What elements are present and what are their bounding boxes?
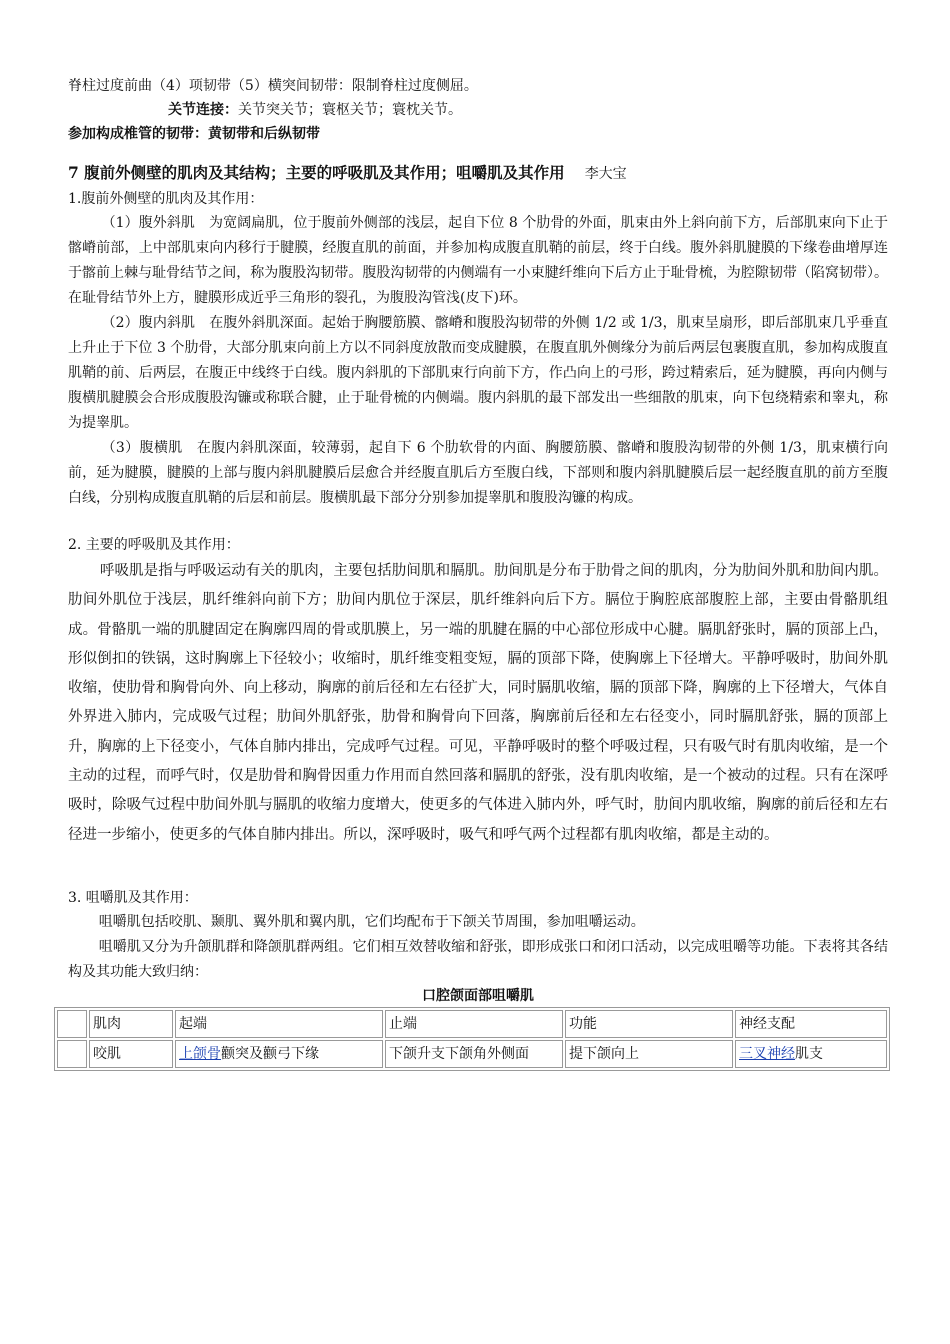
subsection-title: 1.腹前外侧壁的肌肉及其作用： (68, 191, 264, 207)
trigeminal-nerve-link[interactable]: 三叉神经 (739, 1045, 795, 1062)
table-row (57, 1040, 887, 1068)
table-title: 口腔颌面部咀嚼肌 (422, 987, 534, 1004)
paragraph: 咀嚼肌又分为升颌肌群和降颌肌群两组。它们相互效替收缩和舒张，即形成张口和闭口活动，以完成咀嚼等功能。下表将其各结构及其功能大致归纳： (68, 938, 888, 980)
table-header: 止端 (385, 1010, 563, 1038)
table-cell: 咬肌 (89, 1040, 173, 1068)
text-line: 脊柱过度前曲（4）项韧带（5）横突间韧带：限制脊柱过度侧屈。 (68, 78, 478, 94)
document-page (68, 74, 888, 1071)
subsection-title: 3. 咀嚼肌及其作用： (68, 889, 198, 906)
maxilla-link[interactable]: 上颌骨 (179, 1045, 221, 1062)
author-name: 李大宝 (584, 166, 627, 182)
paragraph: 咀嚼肌包括咬肌、颞肌、翼外肌和翼内肌，它们均配布于下颌关节周围，参加咀嚼运动。 (98, 913, 645, 930)
table-header: 肌肉 (89, 1010, 173, 1038)
paragraph: 呼吸肌是指与呼吸运动有关的肌肉，主要包括肋间肌和膈肌。肋间肌是分布于肋骨之间的肌肉，分为肋间外肌和肋间内肌。肋间外肌位于浅层，肌纤维斜向前下方；肋间内肌位于深层，肌纤维斜向后下方。膈位于胸腔底部腹腔上部，主要由骨骼肌组成。骨骼肌一端的肌腱固定在胸廓四周的骨或肌膜上，另一端的肌腱在膈的中心部位形成中心腱。膈肌舒张时，膈的顶部上凸，形似倒扣的铁锅，这时胸廓上下径较小；收缩时，肌纤维变粗变短，膈的顶部下降，使胸廓上下径增大。平静呼吸时，肋间外肌收缩，使肋骨和胸骨向外、向上移动，胸廓的前后径和左右径扩大，同时膈肌收缩，膈的顶部下降，胸廓的上下径增大，气体自外界进入肺内，完成吸气过程；肋间外肌舒张，肋骨和胸骨向下回落，胸廓前后径和左右径变小，同时膈肌舒张，膈的顶部上升，胸廓的上下径变小，气体自肺内排出，完成呼气过程。可见，平静呼吸时的整个呼吸过程，只有吸气时有肌肉收缩，是一个主动的过程，而呼气时，仅是肋骨和胸骨因重力作用而自然回落和膈肌的舒张，没有肌肉收缩，是一个被动的过程。只有在深呼吸时，除吸气过程中肋间外肌与膈肌的收缩力度增大，使更多的气体进入肺内外，呼气时，肋间内肌收缩，胸廓的前后径和左右径进一步缩小，使更多的气体自肺内排出。所以，深呼吸时，吸气和呼气两个过程都有肌肉收缩，都是主动的。 (68, 563, 888, 843)
paragraph: （2）腹内斜肌 在腹外斜肌深面。起始于胸腰筋膜、髂嵴和腹股沟韧带的外侧 1/2 或 1/3，肌束呈扇形，即后部肌束几乎垂直上升止于下位 3 个肋骨，大部分肌束向前上方以不同斜度放散而变成腱膜，在腹直肌外侧缘分为前后两层包裹腹直肌，参加构成腹直肌鞘的前、后两层，在腹正中线终于白线。腹内斜肌的下部肌束行向前下方，作凸向上的弓形，跨过精索后，延为腱膜，再向内侧与腹横肌腱膜会合形成腹股沟镰或称联合腱，止于耻骨梳的内侧端。腹内斜肌的最下部发出一些细散的肌束，向下包绕精索和睾丸，称为提睾肌。 (68, 315, 888, 431)
table-header: 起端 (175, 1010, 383, 1038)
table-cell: 下颌升支下颌角外侧面 (385, 1040, 563, 1068)
table-cell (175, 1040, 383, 1068)
origin-text: 颧突及颧弓下缘 (221, 1045, 319, 1062)
table-cell-empty (57, 1040, 87, 1068)
masticatory-muscle-table (54, 1007, 890, 1071)
joint-text: 关节突关节；寰枢关节；寰枕关节。 (238, 102, 462, 118)
table-header: 功能 (565, 1010, 733, 1038)
paragraph: （3）腹横肌 在腹内斜肌深面，较薄弱，起自下 6 个肋软骨的内面、胸腰筋膜、髂嵴和腹股沟韧带的外侧 1/3，肌束横行向前，延为腱膜，腱膜的上部与腹内斜肌腱膜后层愈合并经腹直肌后方至腹白线，下部则和腹内斜肌腱膜后层一起经腹直肌的前方至腹白线，分别构成腹直肌鞘的后层和前层。腹横肌最下部分分别参加提睾肌和腹股沟镰的构成。 (68, 440, 888, 506)
joint-label: 关节连接： (168, 102, 238, 118)
canal-ligaments-line: 参加构成椎管的韧带：黄韧带和后纵韧带 (68, 126, 320, 142)
section-title: 7 腹前外侧壁的肌肉及其结构；主要的呼吸肌及其作用；咀嚼肌及其作用 (68, 163, 565, 182)
table-header: 神经支配 (735, 1010, 887, 1038)
table-cell-empty (57, 1010, 87, 1038)
section-heading (68, 160, 888, 187)
table-cell (735, 1040, 887, 1068)
joint-line (68, 98, 888, 122)
subsection-title: 2. 主要的呼吸肌及其作用： (68, 537, 240, 553)
paragraph: （1）腹外斜肌 为宽阔扁肌，位于腹前外侧部的浅层，起自下位 8 个肋骨的外面，肌束由外上斜向前下方，后部肌束向下止于髂嵴前部，上中部肌束向内移行于腱膜，经腹直肌的前面，并参加构成腹直肌鞘的前层，终于白线。腹外斜肌腱膜的下缘卷曲增厚连于髂前上棘与耻骨结节之间，称为腹股沟韧带。腹股沟韧带的内侧端有一小束腱纤维向下后方止于耻骨梳，为腔隙韧带（陷窝韧带）。在耻骨结节外上方，腱膜形成近乎三角形的裂孔，为腹股沟管浅(皮下)环。 (68, 215, 888, 306)
nerve-text: 肌支 (795, 1045, 823, 1062)
table-cell: 提下颌向上 (565, 1040, 733, 1068)
table-header-row (57, 1010, 887, 1038)
